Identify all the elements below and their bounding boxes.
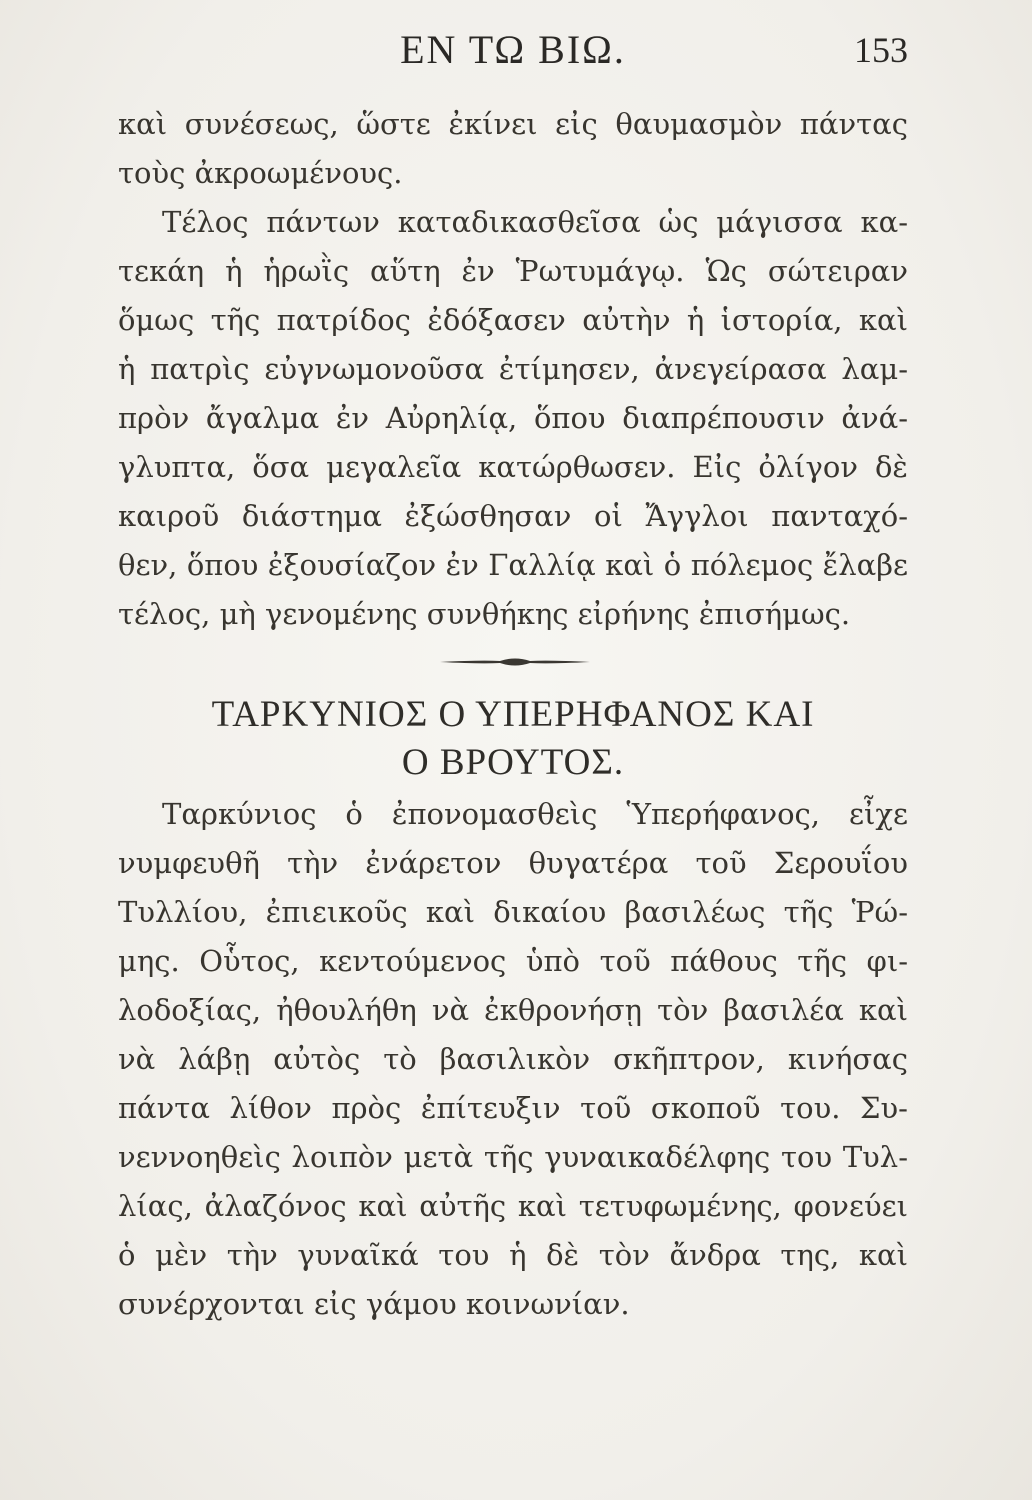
text-line: νεννοηθεὶς λοιπὸν μετὰ τῆς γυναικαδέλφης του Τυλ- bbox=[118, 1140, 908, 1174]
text-line: τέλος, μὴ γενομένης συνθήκης εἰρήνης ἐπισήμως. bbox=[118, 597, 851, 631]
text-line: θεν, ὅπου ἐξουσίαζον ἐν Γαλλίᾳ καὶ ὁ πόλεμος ἔλαβε bbox=[118, 548, 908, 582]
text-line: καιροῦ διάστημα ἐξώσθησαν οἱ Ἄγγλοι πανταχό- bbox=[118, 499, 908, 533]
paragraph-continuation bbox=[118, 100, 908, 198]
text-line: νυμφευθῆ τὴν ἐνάρετον θυγατέρα τοῦ Σερουΐου bbox=[118, 846, 908, 880]
running-head bbox=[118, 20, 908, 80]
text-line: καὶ συνέσεως, ὥστε ἐκίνει εἰς θαυμασμὸν πάντας bbox=[118, 107, 908, 141]
text-line: Τέλος πάντων καταδικασθεῖσα ὡς μάγισσα κα- bbox=[162, 205, 908, 239]
text-line: ὅμως τῆς πατρίδος ἐδόξασεν αὐτὴν ἡ ἱστορία, καὶ bbox=[118, 303, 908, 337]
text-line: συνέρχονται εἰς γάμου κοινωνίαν. bbox=[118, 1287, 630, 1321]
section-heading-line2: Ο ΒΡΟΥΤΟΣ. bbox=[401, 742, 625, 783]
text-line: πάντα λίθον πρὸς ἐπίτευξιν τοῦ σκοποῦ του. Συ- bbox=[118, 1091, 908, 1125]
text-line: τεκάη ἡ ἡρωῒς αὕτη ἐν Ῥωτυμάγῳ. Ὡς σώτειραν bbox=[118, 254, 908, 288]
section-heading: ΤΑΡΚΥΝΙΟΣ Ο ΥΠΕΡΗΦΑΝΟΣ ΚΑΙ bbox=[211, 694, 815, 735]
text-line: πρὸν ἄγαλμα ἐν Αὐρηλίᾳ, ὅπου διαπρέπουσιν ἀνά- bbox=[118, 401, 908, 435]
text-line: ὁ μὲν τὴν γυναῖκά του ἡ δὲ τὸν ἄνδρα της, καὶ bbox=[118, 1238, 908, 1272]
text-line: ἡ πατρὶς εὐγνωμονοῦσα ἐτίμησεν, ἀνεγείρασα λαμ- bbox=[118, 352, 908, 386]
text-line: Ταρκύνιος ὁ ἐπονομασθεὶς Ὑπερήφανος, εἶχε bbox=[162, 797, 908, 831]
text-line: μης. Οὗτος, κεντούμενος ὑπὸ τοῦ πάθους τῆς φι- bbox=[118, 944, 908, 978]
text-line: λοδοξίας, ἠθουλήθη νὰ ἐκθρονήσῃ τὸν βασιλέα καὶ bbox=[118, 993, 908, 1027]
text-line: νὰ λάβῃ αὐτὸς τὸ βασιλικὸν σκῆπτρον, κινήσας bbox=[118, 1042, 908, 1076]
paragraph-tarquin bbox=[118, 790, 908, 1329]
page-number: 153 bbox=[854, 30, 908, 70]
running-title: ΕΝ ΤΩ ΒΙΩ. bbox=[400, 27, 626, 72]
text-line: γλυπτα, ὅσα μεγαλεῖα κατώρθωσεν. Εἰς ὀλίγον δὲ bbox=[118, 450, 908, 484]
divider-ornament bbox=[440, 656, 590, 668]
text-line: τοὺς ἀκροωμένους. bbox=[118, 156, 403, 190]
text-line: λίας, ἀλαζόνος καὶ αὐτῆς καὶ τετυφωμένης, φονεύει bbox=[118, 1189, 908, 1223]
paragraph-joan bbox=[118, 198, 908, 639]
text-line: Τυλλίου, ἐπιεικοῦς καὶ δικαίου βασιλέως τῆς Ῥώ- bbox=[118, 895, 908, 929]
